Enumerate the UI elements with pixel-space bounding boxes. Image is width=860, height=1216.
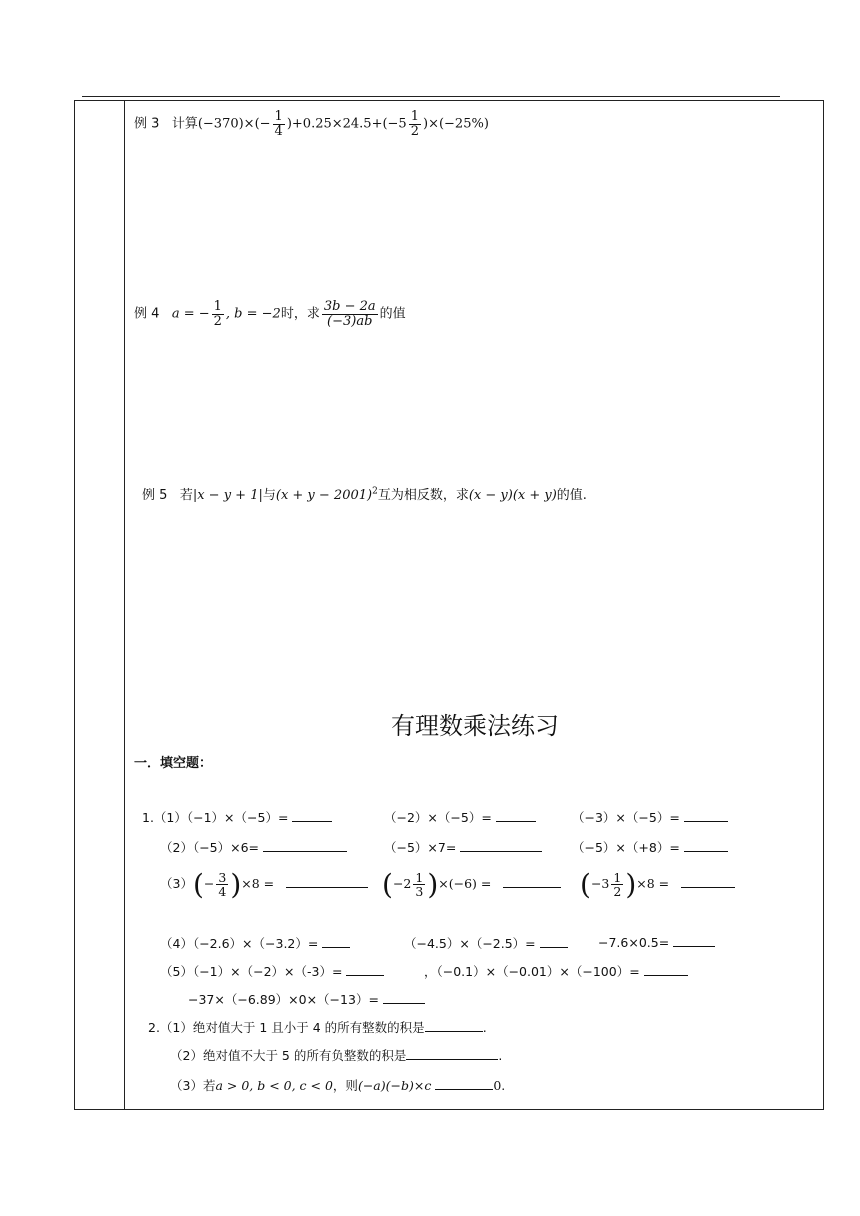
- answer-blank[interactable]: [346, 963, 384, 976]
- q1-row-4a: （4）（−2.6）×（−3.2）=: [160, 934, 350, 952]
- q1-row-1b: （−2）×（−5）=: [384, 808, 536, 826]
- q1-row-2a: （2）（−5）×6=: [160, 838, 347, 856]
- answer-blank[interactable]: [425, 1019, 483, 1032]
- q1-row-3b-fraction: $\frac{1}{3}$: [415, 869, 424, 899]
- q2-row-2: （2）绝对值不大于 5 的所有负整数的积是 .: [170, 1048, 503, 1063]
- q1-row-3b: (−2 $\frac{1}{3}$ )×(−6) =: [382, 868, 561, 901]
- example-3-label: 例 3: [134, 116, 160, 132]
- example-4-label: 例 4: [134, 306, 160, 322]
- answer-blank[interactable]: [322, 935, 350, 948]
- q1-row-6: −37×（−6.89）×0×（−13）=: [188, 990, 425, 1008]
- answer-blank[interactable]: [292, 809, 332, 822]
- q1-row-5b: ，（−0.1）×（−0.01）×（−100）=: [424, 962, 688, 980]
- q2-row-3-condition: a > 0, b < 0, c < 0: [215, 1078, 333, 1093]
- q1-row-3a: （3）(− $\frac{3}{4}$ )×8 =: [160, 868, 368, 901]
- page-title: 有理数乘法练习: [391, 712, 559, 740]
- q1-row-1c: （−3）×（−5）=: [572, 808, 728, 826]
- example-5: [142, 484, 587, 503]
- q1-row-2b: （−5）×7=: [384, 838, 542, 856]
- answer-blank[interactable]: [496, 809, 536, 822]
- q2-row-3: （3）若a > 0, b < 0, c < 0，则(−a)(−b)×c 0.: [170, 1078, 506, 1093]
- q1-row-4b: （−4.5）×（−2.5）=: [404, 934, 568, 952]
- q1-row-3c: (−3 $\frac{1}{2}$ )×8 =: [580, 868, 735, 901]
- answer-blank[interactable]: [684, 839, 728, 852]
- answer-blank[interactable]: [540, 935, 568, 948]
- section-heading-fill-in: 一．填空题：: [134, 756, 213, 771]
- answer-blank[interactable]: [286, 875, 368, 888]
- example-4-expr-1: a = −: [171, 306, 210, 322]
- q1-row-2c: （−5）×（+8）=: [572, 838, 728, 856]
- table-column-divider: [124, 100, 125, 1110]
- answer-blank[interactable]: [263, 839, 347, 852]
- example-5-expr-1: (x + y − 2001): [275, 488, 373, 503]
- example-3-fraction-2: $\frac{1}{2}$: [410, 109, 419, 139]
- answer-blank[interactable]: [684, 809, 728, 822]
- header-rule: [82, 96, 780, 97]
- example-4-text-2: 的值: [379, 306, 406, 322]
- q2-row-1: 2.（1）绝对值大于 1 且小于 4 的所有整数的积是 .: [148, 1020, 487, 1035]
- q1-row-3a-fraction: $\frac{3}{4}$: [218, 869, 227, 899]
- answer-blank[interactable]: [435, 1077, 493, 1090]
- example-5-abs-expr: |x − y + 1|: [192, 488, 263, 503]
- answer-blank[interactable]: [644, 963, 688, 976]
- q1-row-3c-fraction: $\frac{1}{2}$: [613, 869, 622, 899]
- example-5-text-1: 若: [179, 488, 193, 503]
- example-3-fraction-1: $\frac{1}{4}$: [274, 109, 283, 139]
- example-3-expr-1: (−370)×(−: [197, 116, 271, 132]
- answer-blank[interactable]: [460, 839, 542, 852]
- q1-row-5a: （5）（−1）×（−2）×（-3）=: [160, 962, 384, 980]
- example-5-text-4: 的值.: [556, 488, 587, 503]
- example-3: [134, 110, 489, 138]
- example-3-expr-3: )×(−25%): [423, 116, 489, 132]
- example-5-label: 例 5: [142, 488, 168, 503]
- example-5-text-3: 互为相反数，求: [377, 488, 469, 503]
- example-4-text-1: 时，求: [280, 306, 320, 322]
- answer-blank[interactable]: [673, 934, 715, 947]
- example-3-text: 计算: [171, 116, 198, 132]
- example-5-exponent: 2: [372, 486, 378, 497]
- example-4: [134, 300, 406, 328]
- q1-row-1a: 1.（1）（−1）×（−5）=: [142, 808, 332, 826]
- example-3-expr-2: )+0.25×24.5+(−5: [286, 116, 407, 132]
- example-4-fraction-1: $\frac{1}{2}$: [213, 299, 222, 329]
- answer-blank[interactable]: [406, 1047, 498, 1060]
- answer-blank[interactable]: [681, 875, 735, 888]
- content-table-frame: [74, 100, 824, 1110]
- answer-blank[interactable]: [383, 991, 425, 1004]
- q1-row-4c: −7.6×0.5=: [598, 934, 715, 950]
- example-5-text-2: 与: [262, 488, 276, 503]
- answer-blank[interactable]: [503, 875, 561, 888]
- example-5-expr-2: (x − y)(x + y): [468, 488, 557, 503]
- q2-row-3-expression: (−a)(−b)×c: [357, 1078, 432, 1093]
- example-4-expr-2: , b = −2: [225, 306, 281, 322]
- example-4-fraction-2: $\frac{3b - 2a}{(-3)ab}$: [323, 299, 376, 329]
